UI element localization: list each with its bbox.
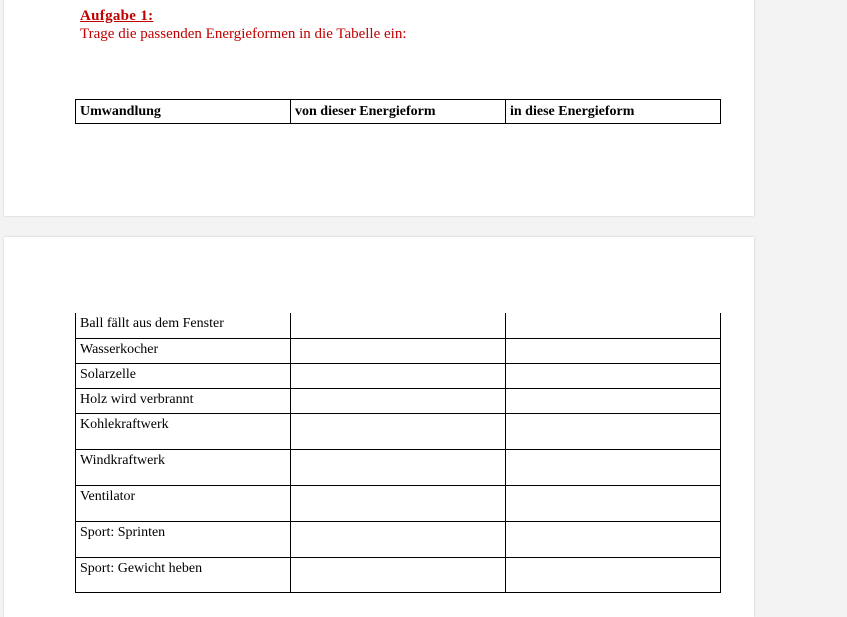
cell-in[interactable] — [506, 449, 721, 485]
document-page-2 — [4, 237, 754, 617]
cell-von[interactable] — [291, 388, 506, 413]
table-row — [76, 557, 721, 592]
row-label: Windkraftwerk — [76, 449, 291, 485]
cell-von[interactable] — [291, 449, 506, 485]
cell-in[interactable] — [506, 557, 721, 592]
table-row — [76, 521, 721, 557]
cell-in[interactable] — [506, 485, 721, 521]
energy-table-header — [75, 99, 721, 124]
cell-von[interactable] — [291, 363, 506, 388]
cell-in[interactable] — [506, 338, 721, 363]
cell-von[interactable] — [291, 521, 506, 557]
header-von-energieform: von dieser Energieform — [291, 100, 506, 124]
energy-table-body — [75, 313, 721, 593]
table-row — [76, 388, 721, 413]
row-label: Wasserkocher — [76, 338, 291, 363]
row-label: Sport: Gewicht heben — [76, 557, 291, 592]
task-title: Aufgabe 1: — [80, 8, 154, 24]
cell-von[interactable] — [291, 313, 506, 338]
table-row — [76, 313, 721, 338]
table-row — [76, 413, 721, 449]
cell-von[interactable] — [291, 413, 506, 449]
cell-in[interactable] — [506, 388, 721, 413]
cell-von[interactable] — [291, 485, 506, 521]
cell-von[interactable] — [291, 338, 506, 363]
row-label: Kohlekraftwerk — [76, 413, 291, 449]
header-umwandlung: Umwandlung — [76, 100, 291, 124]
table-row — [76, 485, 721, 521]
task-instruction: Trage die passenden Energieformen in die Tabelle ein: — [80, 26, 407, 42]
cell-in[interactable] — [506, 521, 721, 557]
row-label: Holz wird verbrannt — [76, 388, 291, 413]
document-page-1 — [4, 0, 754, 216]
cell-in[interactable] — [506, 413, 721, 449]
table-row — [76, 449, 721, 485]
cell-in[interactable] — [506, 363, 721, 388]
row-label: Ball fällt aus dem Fenster — [76, 313, 291, 338]
table-row — [76, 363, 721, 388]
row-label: Ventilator — [76, 485, 291, 521]
row-label: Solarzelle — [76, 363, 291, 388]
cell-von[interactable] — [291, 557, 506, 592]
row-label: Sport: Sprinten — [76, 521, 291, 557]
cell-in[interactable] — [506, 313, 721, 338]
header-in-energieform: in diese Energieform — [506, 100, 721, 124]
table-row — [76, 338, 721, 363]
